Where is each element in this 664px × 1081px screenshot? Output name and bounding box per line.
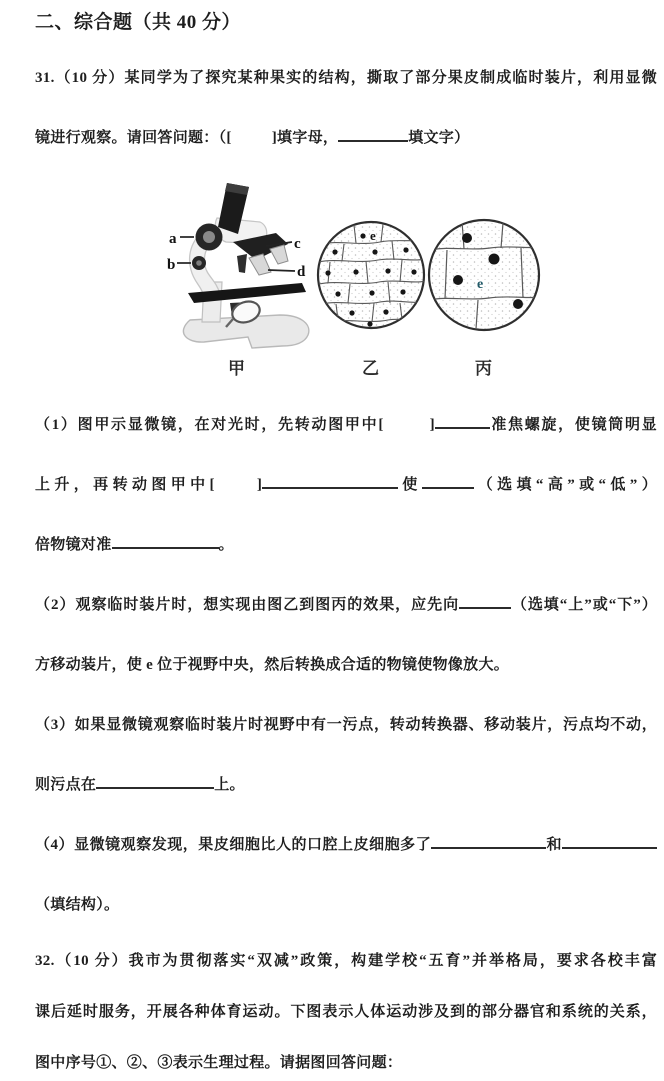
objective-lens [270,245,288,264]
fill-in-blank [262,474,398,489]
label-d-pointer-line [268,270,295,271]
q31-figure [130,176,650,388]
cell-label-e-bing: e [477,277,484,292]
coarse-focus-knob-center [203,231,215,243]
text-segment: 。 [218,537,234,553]
text-segment: （4）显微镜观察发现，果皮细胞比人的口腔上皮细胞多了 [35,837,432,853]
text-segment: 上。 [214,777,245,793]
fill-in-blank [562,834,657,849]
text-segment: ]填字母， [271,130,339,146]
q32-line3: 图中序号①、②、③表示生理过程。请据图回答问题： [35,1055,403,1071]
fill-in-blank [431,834,546,849]
field-of-view-bing [429,220,540,330]
fill-in-blank [96,774,214,789]
fill-in-blank [338,127,408,142]
q31-part1-line2 [35,463,657,508]
q32-line2: 课后延时服务，开展各种体育运动。下图表示人体运动涉及到的部分器官和系统的关系， [35,1004,657,1020]
q32-line1: 32.（10 分）我市为贯彻落实“双减”政策，构建学校“五育”并举格局，要求各校丰富 [35,953,657,969]
text-segment: 准焦螺旋，使镜筒明显 [489,417,657,433]
q31-part1-line1 [35,403,657,448]
text-segment: 镜进行观察。请回答问题：（[ [35,130,232,146]
text-segment: ] [429,417,435,433]
caption-yi: 乙 [362,359,379,378]
text-segment: （1）图甲示显微镜，在对光时，先转动图甲中[ [35,417,384,433]
q31-part4-line1 [35,823,657,868]
microscope-label-a: a [169,231,177,247]
q31-part1-line3 [35,523,657,568]
question-31 [35,56,657,928]
q31-part3-line1: （3）如果显微镜观察临时装片时视野中有一污点，转动转换器、移动装片，污点均不动， [35,717,657,733]
fill-in-blank [435,414,490,429]
text-segment: 上升，再转动图甲中[ [35,477,215,493]
q31-intro-line2 [35,116,657,161]
microscope-label-b: b [167,257,176,273]
text-segment: ] [256,477,263,493]
fill-in-blank [459,594,511,609]
text-segment: 倍物镜对准 [35,537,112,553]
q31-figure-svg [130,176,650,388]
fill-in-blank [422,474,474,489]
q31-part4-line2: （填结构）。 [35,897,120,913]
caption-bing: 丙 [475,359,492,378]
caption-jia: 甲 [228,359,245,378]
text-segment: 填文字） [408,130,470,146]
text-segment: 使 [398,477,422,493]
objective-lens [249,254,271,275]
text-segment: （选填“上”或“下”） [511,597,657,613]
q31-part2-line2: 方移动装片，使 e 位于视野中央，然后转换成合适的物镜使物像放大。 [35,657,510,673]
q31-intro-line1: 31.（10 分）某同学为了探究某种果实的结构，撕取了部分果皮制成临时装片，利用显微 [35,70,657,86]
text-segment: 和 [546,837,562,853]
cell-label-e-yi: e [370,228,376,243]
text-segment: 则污点在 [35,777,97,793]
fill-in-blank [112,534,219,549]
microscope-label-c: c [294,236,301,252]
microscope-label-d: d [297,264,306,280]
text-segment: （选填“高”或“低”） [473,477,657,493]
text-segment: （2）观察临时装片时，想实现由图乙到图丙的效果，应先向 [35,597,460,613]
question-32 [35,943,657,1081]
q31-part2-line1 [35,583,657,628]
objective-lens [237,254,247,273]
q31-part3-line2 [35,763,657,808]
field-of-view-yi [318,222,425,328]
section-heading: 二、综合题（共 40 分） [35,12,242,33]
microscope-illustration [167,183,309,348]
fine-focus-knob-center [196,260,202,266]
